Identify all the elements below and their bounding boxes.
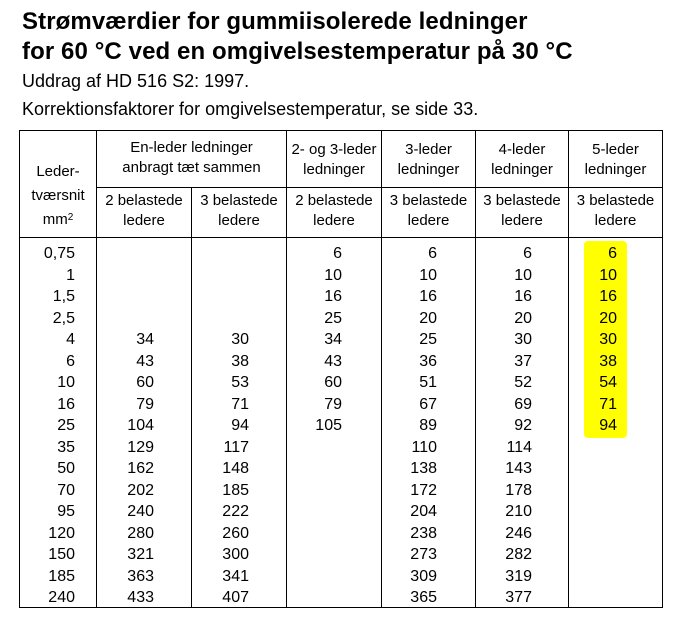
current-value-cell: 129 — [127, 438, 154, 456]
current-value-cell: 60 — [324, 374, 342, 391]
current-value-cell: 110 — [411, 438, 437, 456]
cross-section-value: 150 — [48, 546, 75, 563]
current-value-cell: 25 — [419, 331, 437, 348]
table-border-bottom — [19, 607, 663, 608]
current-value-cell: 67 — [419, 395, 437, 413]
current-value-cell: 280 — [127, 524, 154, 542]
current-value-cell: 162 — [127, 460, 154, 477]
cross-section-value: 1 — [66, 266, 75, 284]
header-cross-section-line2: tværsnit — [31, 187, 85, 204]
cross-section-value: 4 — [66, 331, 75, 348]
subheader-col4-line2: ledere — [407, 212, 450, 229]
header-2-3-leder — [287, 140, 381, 180]
table-border-right — [662, 130, 663, 608]
current-value-cell: 30 — [599, 331, 617, 348]
cross-section-value: 120 — [48, 524, 75, 542]
subheader-col3 — [287, 191, 381, 231]
subheader-col6-line2: ledere — [594, 212, 637, 229]
cross-section-value: 6 — [66, 352, 75, 370]
title-line-1: Strømværdier for gummiisolerede ledninger — [22, 8, 528, 35]
current-value-cell: 363 — [127, 567, 154, 585]
current-value-cell: 319 — [505, 567, 532, 585]
current-value-cell: 16 — [514, 288, 532, 305]
current-value-cell: 43 — [324, 352, 342, 370]
header-en-leder-line1: En-leder ledninger — [130, 139, 253, 156]
col-sep-2 — [191, 187, 192, 608]
current-value-cell: 71 — [599, 395, 617, 413]
header-2-3-leder-line1: 2- og 3-leder — [291, 141, 377, 158]
current-value-cell: 260 — [222, 524, 249, 542]
unit-mm: mm — [42, 211, 68, 228]
current-value-cell: 273 — [410, 546, 437, 563]
current-value-cell: 105 — [315, 417, 342, 434]
header-3-leder-line1: 3-leder — [405, 141, 452, 158]
subheader-col4 — [382, 191, 475, 231]
cross-section-value: 240 — [48, 589, 75, 606]
subtitle-correction-note: Korrektionsfaktorer for omgivelsestemperatur, se side 33. — [22, 99, 479, 119]
table-border-top — [19, 130, 663, 131]
current-value-cell: 6 — [523, 245, 532, 262]
current-value-cell: 51 — [419, 374, 437, 391]
cross-section-value: 95 — [57, 503, 75, 520]
current-value-cell: 37 — [514, 352, 532, 370]
current-value-cell: 60 — [136, 374, 154, 391]
subheader-col5 — [476, 191, 568, 231]
subheader-col1 — [97, 191, 191, 231]
subtitle-source: Uddrag af HD 516 S2: 1997. — [22, 71, 250, 91]
subheader-col5-line1: 3 belastede — [483, 192, 561, 209]
subheader-col1-line2: ledere — [123, 212, 165, 229]
current-value-cell: 53 — [231, 374, 249, 391]
current-value-cell: 148 — [222, 460, 249, 477]
current-value-cell: 6 — [428, 245, 437, 262]
title-line-2: for 60 °C ved en omgivelsestemperatur på 30 °C — [22, 38, 573, 65]
current-value-cell: 210 — [505, 503, 532, 520]
current-value-cell: 222 — [222, 503, 249, 520]
cross-section-value: 1,5 — [52, 288, 75, 305]
current-value-cell: 30 — [231, 331, 249, 348]
current-value-cell: 71 — [231, 395, 249, 413]
current-value-cell: 321 — [127, 546, 154, 563]
current-value-cell: 407 — [222, 589, 249, 606]
current-value-cell: 94 — [599, 417, 617, 434]
header-cross-section — [21, 160, 95, 232]
current-value-cell: 365 — [410, 589, 437, 606]
current-value-cell: 79 — [136, 395, 154, 413]
current-value-cell: 10 — [419, 266, 437, 284]
subheader-col5-line2: ledere — [501, 212, 543, 229]
current-value-cell: 79 — [324, 395, 342, 413]
cross-section-value: 50 — [57, 460, 75, 477]
current-rating-table — [19, 130, 663, 608]
current-value-cell: 104 — [127, 417, 154, 434]
current-value-cell: 114 — [506, 438, 532, 456]
header-4-leder-line1: 4-leder — [498, 141, 546, 158]
current-value-cell: 92 — [514, 417, 532, 434]
current-value-cell: 43 — [136, 352, 154, 370]
current-value-cell: 6 — [608, 245, 617, 262]
cross-section-value: 25 — [57, 417, 75, 434]
current-value-cell: 246 — [505, 524, 532, 542]
header-4-leder-line2: ledninger — [491, 161, 553, 178]
current-value-cell: 204 — [410, 503, 437, 520]
current-value-cell: 341 — [222, 567, 249, 585]
current-value-cell: 138 — [410, 460, 437, 477]
current-value-cell: 185 — [222, 481, 249, 499]
current-value-cell: 16 — [324, 288, 342, 305]
current-value-cell: 202 — [127, 481, 154, 499]
current-value-cell: 300 — [222, 546, 249, 563]
subheader-col6-line1: 3 belastede — [576, 192, 655, 209]
current-value-cell: 10 — [514, 266, 532, 284]
subheader-col4-line1: 3 belastede — [389, 192, 468, 209]
subheader-col3-line2: ledere — [313, 212, 355, 229]
header-3-leder-line2: ledninger — [397, 161, 460, 178]
header-rule — [19, 237, 663, 238]
current-value-cell: 16 — [419, 288, 437, 305]
subheader-col2-line1: 3 belastede — [200, 192, 278, 209]
current-value-cell: 34 — [324, 331, 342, 348]
current-value-cell: 20 — [514, 309, 532, 327]
current-value-cell: 433 — [127, 589, 154, 606]
current-value-cell: 34 — [136, 331, 154, 348]
cross-section-value: 10 — [57, 374, 75, 391]
current-value-cell: 25 — [324, 309, 342, 327]
cross-section-value: 185 — [48, 567, 75, 585]
subheader-col2-line2: ledere — [218, 212, 260, 229]
cross-section-value: 0,75 — [43, 245, 75, 262]
header-4-leder — [476, 140, 568, 180]
header-5-leder-line1: 5-leder — [592, 141, 639, 158]
current-value-cell: 69 — [514, 395, 532, 413]
current-value-cell: 143 — [505, 460, 532, 477]
current-value-cell: 20 — [419, 309, 437, 327]
cross-section-value: 16 — [57, 395, 75, 413]
header-cross-section-line1: Leder- — [36, 163, 80, 180]
current-value-cell: 94 — [231, 417, 249, 434]
header-en-leder — [97, 138, 286, 178]
current-value-cell: 38 — [599, 352, 617, 370]
current-value-cell: 89 — [419, 417, 437, 434]
cross-section-value: 70 — [57, 481, 75, 499]
unit-superscript: 2 — [67, 212, 74, 223]
header-3-leder — [382, 140, 475, 180]
current-value-cell: 36 — [419, 352, 437, 370]
header-en-leder-line2: anbragt tæt sammen — [122, 159, 261, 176]
cross-section-value: 2,5 — [52, 309, 75, 327]
current-value-cell: 10 — [599, 266, 617, 284]
header-5-leder — [569, 140, 662, 180]
subheader-col6 — [569, 191, 662, 231]
current-value-cell: 178 — [505, 481, 532, 499]
cross-section-value: 35 — [57, 438, 75, 456]
current-value-cell: 240 — [127, 503, 154, 520]
current-value-cell: 52 — [514, 374, 532, 391]
current-value-cell: 20 — [599, 309, 617, 327]
current-value-cell: 54 — [599, 374, 617, 391]
header-2-3-leder-line2: ledninger — [303, 161, 365, 178]
current-value-cell: 10 — [324, 266, 342, 284]
subheader-col3-line1: 2 belastede — [295, 192, 373, 209]
current-value-cell: 172 — [410, 481, 437, 499]
current-value-cell: 16 — [599, 288, 617, 305]
current-value-cell: 6 — [333, 245, 342, 262]
current-value-cell: 238 — [410, 524, 437, 542]
current-value-cell: 30 — [514, 331, 532, 348]
subheader-col1-line1: 2 belastede — [105, 192, 183, 209]
header-cross-section-unit — [21, 208, 95, 232]
current-value-cell: 282 — [505, 546, 532, 563]
subheader-col2 — [192, 191, 286, 231]
table-border-left — [19, 130, 20, 608]
current-value-cell: 38 — [231, 352, 249, 370]
header-5-leder-line2: ledninger — [584, 161, 647, 178]
current-value-cell: 377 — [505, 589, 532, 606]
current-value-cell: 309 — [410, 567, 437, 585]
current-value-cell: 117 — [223, 438, 249, 456]
